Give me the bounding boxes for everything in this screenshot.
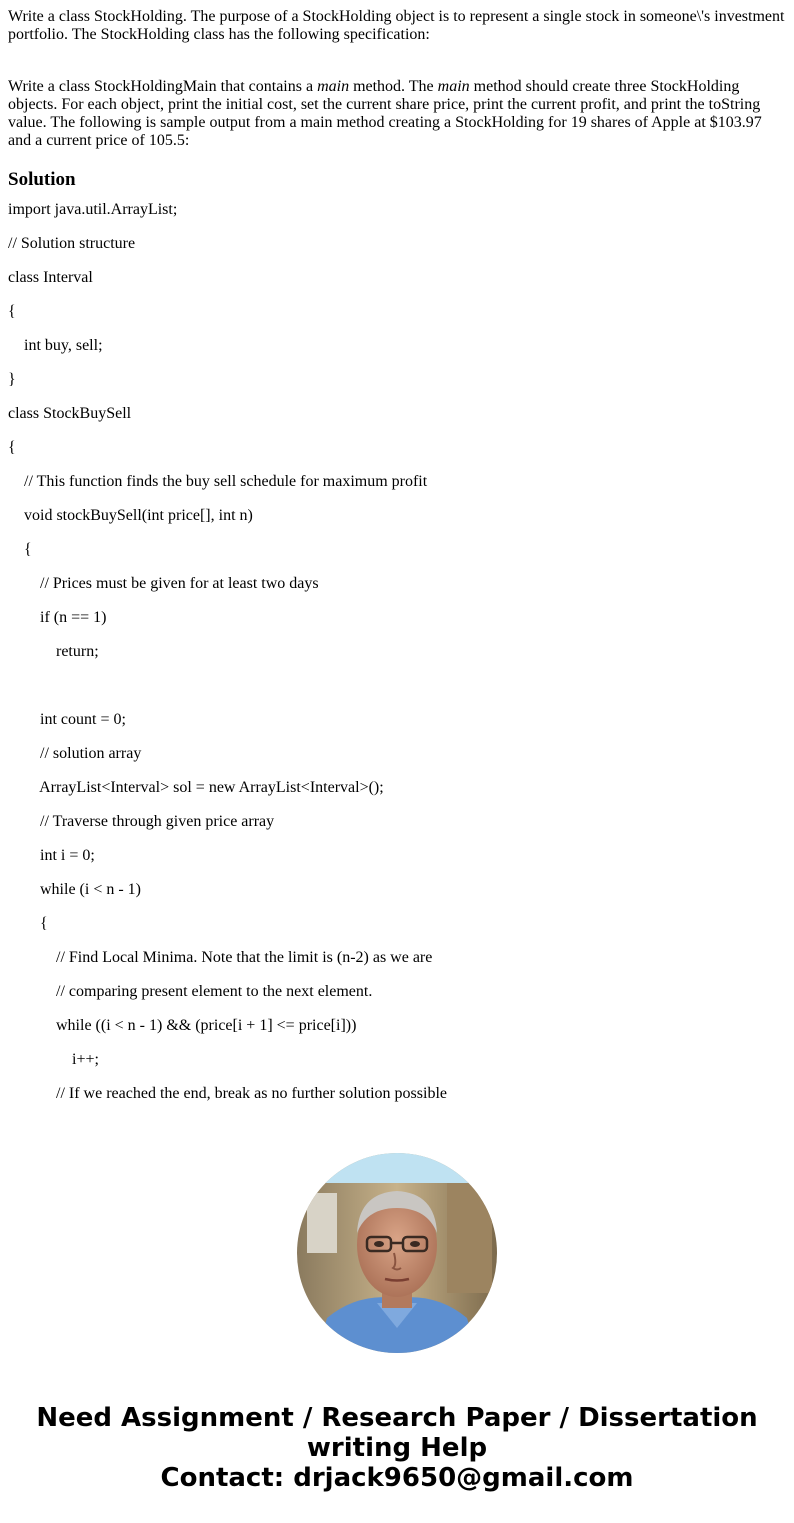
intro-paragraph-1: Write a class StockHolding. The purpose of a StockHolding object is to represent a single stock in someone\'s investment portfolio. The StockHolding class has the following specification: <box>8 8 785 43</box>
intro-paragraph-2 <box>8 78 788 150</box>
code-line: { <box>8 541 32 558</box>
code-line: // Traverse through given price array <box>8 813 275 830</box>
code-line: int i = 0; <box>8 847 95 864</box>
code-line: void stockBuySell(int price[], int n) <box>8 507 253 524</box>
code-line: { <box>8 915 48 932</box>
p2-text-3: method should create three StockHolding objects. For each object, print the initial cost, set the current share price, print the current profit, and print the toString value. The following is sample output from a main method creating a StockHolding for 19 shares of Apple at $103.97 and a current price of 105.5: <box>8 78 762 149</box>
solution-heading: Solution <box>8 169 76 190</box>
code-line: // If we reached the end, break as no further solution possible <box>8 1085 447 1102</box>
code-line: return; <box>8 643 99 660</box>
code-line: int buy, sell; <box>8 337 103 354</box>
footer-line-3: Contact: drjack9650@gmail.com <box>160 1463 634 1493</box>
code-line: if (n == 1) <box>8 609 107 626</box>
p2-emphasis-1: main <box>317 78 350 95</box>
code-line: while (i < n - 1) <box>8 881 141 898</box>
code-line: { <box>8 303 16 320</box>
p2-text-2: method. The <box>349 78 438 95</box>
p2-emphasis-2: main <box>437 78 470 95</box>
footer-line-2: writing Help <box>306 1433 488 1463</box>
code-line: class Interval <box>8 269 93 286</box>
footer-line-1: Need Assignment / Research Paper / Dissertation <box>36 1403 758 1433</box>
code-line: // solution array <box>8 745 142 762</box>
code-line <box>8 677 788 711</box>
code-line: int count = 0; <box>8 711 126 728</box>
code-line: while ((i < n - 1) && (price[i + 1] <= price[i])) <box>8 1017 357 1034</box>
code-line: import java.util.ArrayList; <box>8 201 178 218</box>
code-line: class StockBuySell <box>8 405 132 422</box>
code-line: // Find Local Minima. Note that the limit is (n-2) as we are <box>8 949 433 966</box>
code-line: { <box>8 439 16 456</box>
document-content <box>8 0 788 1119</box>
code-line: // Prices must be given for at least two days <box>8 575 319 592</box>
author-portrait-image <box>297 1153 497 1353</box>
code-line: // comparing present element to the next element. <box>8 983 373 1000</box>
footer-contact-banner <box>0 1403 794 1493</box>
solution-code-block <box>8 201 788 1119</box>
code-line: // Solution structure <box>8 235 136 252</box>
code-line: } <box>8 371 16 388</box>
code-line: ArrayList<Interval> sol = new ArrayList<Interval>(); <box>8 779 384 796</box>
code-line: i++; <box>8 1051 99 1068</box>
p2-text-1: Write a class StockHoldingMain that contains a <box>8 78 318 95</box>
code-line: // This function finds the buy sell schedule for maximum profit <box>8 473 428 490</box>
author-avatar <box>297 1153 497 1353</box>
